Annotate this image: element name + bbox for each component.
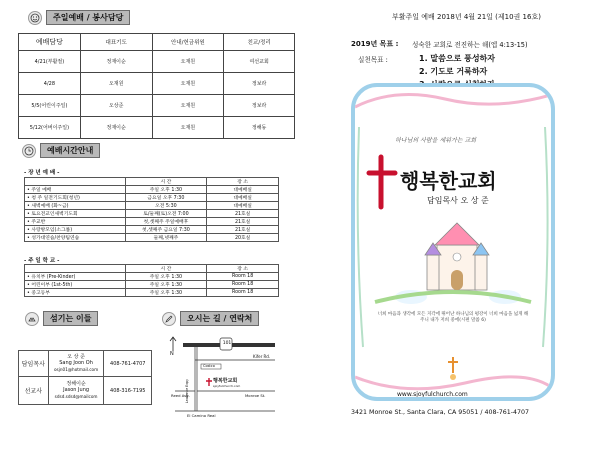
schedule-cell: 첫,셋째주 주일예배후	[125, 218, 207, 226]
church-address: 3421 Monroe St., Santa Clara, CA 95051 / 408-761-4707	[351, 409, 530, 416]
table-row	[19, 117, 295, 139]
schedule-cell: • 토요전교인새벽기도회	[25, 210, 126, 218]
schedule-cell: • 성가대연습/찬양팀연습	[25, 234, 126, 242]
school-schedule-table	[24, 264, 279, 297]
table-row	[19, 73, 295, 95]
year-goal-label: 2019년 목표 :	[351, 40, 399, 48]
server-email[interactable]: osjn01@hotmail.com	[53, 366, 99, 372]
schedule-cell: • 어린이부 (1st-5th)	[25, 281, 126, 289]
server-name-en: Sang Joon Oh	[59, 360, 93, 367]
duty-cell: 오재원	[152, 117, 224, 139]
duty-cell: 정재이순	[80, 51, 152, 73]
map-freeway-label: 101	[222, 341, 232, 346]
adult-service-heading: - 장 년 예 배 -	[24, 170, 60, 176]
schedule-cell: 오전 5:30	[125, 202, 207, 210]
duty-table-header	[19, 34, 295, 51]
goal-item: 2. 기도로 거룩하자	[419, 67, 488, 76]
servers-table	[18, 350, 152, 405]
schedule-col-header: 시 간	[125, 178, 207, 186]
schedule-col-header: 장 소	[207, 265, 279, 273]
server-role: 담임목사	[19, 351, 49, 377]
pencil-icon	[162, 312, 176, 326]
schedule-cell: 주일 오후 1:30	[125, 281, 207, 289]
directions-section-title: 오시는 길 / 연락처	[180, 311, 259, 326]
goal-item: 1. 말씀으로 풍성하자	[419, 54, 495, 63]
duty-col-header: 예배담당	[19, 34, 81, 51]
duty-cell: 정보라	[224, 73, 295, 95]
table-row	[25, 178, 279, 186]
servers-section-title: 섬기는 이들	[43, 311, 98, 326]
schedule-cell: Room 18	[207, 289, 279, 297]
server-name-ko: 정해이순	[66, 380, 86, 387]
schedule-cell: Room 18	[207, 281, 279, 289]
schedule-cell: 21호실	[207, 210, 279, 218]
duty-cell: 4/21(부활절)	[19, 51, 81, 73]
schedule-cell: 21호실	[207, 218, 279, 226]
schedule-cell: 대예배실	[207, 202, 279, 210]
duty-cell: 정보라	[224, 95, 295, 117]
duty-cell: 오재원	[152, 73, 224, 95]
table-row	[25, 210, 279, 218]
duty-cell: 오재원	[152, 51, 224, 73]
hands-icon	[25, 312, 39, 326]
schedule-cell: • 새벽예배 (화~금)	[25, 202, 126, 210]
table-row	[19, 351, 152, 377]
cover-verse: 너희 마음과 생각에 모든 지각에 뛰어난 하나님의 평강이 너희 마음을 넓게 해주니 내가 저희 중에(시편 말씀 6)	[377, 312, 529, 323]
bulletin-date-line: 부활주일 예배 2018년 4월 21일 (제10권 16호)	[392, 13, 541, 21]
server-phone: 408-761-4707	[104, 351, 152, 377]
schedule-section-header	[22, 143, 100, 158]
map-kifer-label: Kifer Rd.	[253, 354, 271, 359]
schedule-cell: 금요일 오후 7:30	[125, 194, 207, 202]
map-monroe-label: Monroe St.	[245, 393, 266, 398]
map-north-label: N	[170, 351, 174, 357]
schedule-cell: • 청 주 일전기도회(청년)	[25, 194, 126, 202]
schedule-col-header	[25, 178, 126, 186]
schedule-cell: 주일 오후 1:30	[125, 273, 207, 281]
schedule-cell: • 유치부 (Pre-Kinder)	[25, 273, 126, 281]
duty-cell: 5/5(어린이주일)	[19, 95, 81, 117]
duty-section-header	[28, 10, 130, 25]
duty-section-title: 주일예배 / 봉사담당	[46, 10, 130, 25]
schedule-col-header: 시 간	[125, 265, 207, 273]
schedule-cell: • 주일 예배	[25, 186, 126, 194]
table-row	[19, 377, 152, 405]
table-row	[25, 186, 279, 194]
duty-col-header: 친교/정리	[224, 34, 295, 51]
server-email[interactable]: sdsd.sdsd@mailcom	[54, 393, 98, 399]
schedule-cell: • 중고등부	[25, 289, 126, 297]
directions-section-header	[162, 311, 259, 326]
schedule-cell: 주일 오후 1:30	[125, 186, 207, 194]
adult-schedule-table	[24, 177, 279, 242]
schedule-cell: 21호실	[207, 226, 279, 234]
server-role: 선교사	[19, 377, 49, 405]
table-row	[25, 234, 279, 242]
duty-cell: 정해동	[224, 117, 295, 139]
schedule-cell: 토/둘째(토)오전 7:00	[125, 210, 207, 218]
duty-col-header: 안내/헌금위원	[152, 34, 224, 51]
schedule-cell: 둘째,넷째주	[125, 234, 207, 242]
table-row	[25, 265, 279, 273]
directions-map	[165, 333, 277, 428]
duty-cell: 정재이순	[80, 117, 152, 139]
server-names	[48, 351, 104, 377]
schedule-section-title: 예배시간안내	[40, 143, 100, 158]
duty-cell: 오상준	[80, 95, 152, 117]
map-costco-label: Costco	[203, 364, 215, 368]
table-row	[25, 194, 279, 202]
table-row	[25, 202, 279, 210]
schedule-cell: 대예배실	[207, 194, 279, 202]
server-name-en: Jason Jung	[63, 387, 90, 394]
table-row	[25, 281, 279, 289]
map-lawrence-label: Lawrence Expy	[185, 379, 189, 404]
schedule-col-header: 장 소	[207, 178, 279, 186]
schedule-cell: Room 18	[207, 273, 279, 281]
year-goal-text: 성숙한 교회로 전진하는 해(엡 4:13-15)	[412, 41, 528, 49]
table-row	[25, 226, 279, 234]
clock-icon	[22, 144, 36, 158]
server-name-ko: 오 상 준	[67, 353, 85, 360]
duty-cell: 4/28	[19, 73, 81, 95]
server-names	[48, 377, 104, 405]
cover-card	[351, 83, 555, 401]
table-row	[25, 273, 279, 281]
table-row	[25, 289, 279, 297]
map-church-sublabel: sjoyfulchurch.com	[213, 384, 241, 388]
sunday-school-heading: - 주 일 학 교 -	[24, 258, 60, 264]
server-phone: 408-316-7195	[104, 377, 152, 405]
map-reed-label: Reed Ave.	[171, 393, 190, 398]
schedule-cell: 대예배실	[207, 186, 279, 194]
cover-church-name: 행복한교회	[400, 169, 497, 193]
schedule-cell: 첫,셋째주 금요일 7:30	[125, 226, 207, 234]
servers-section-header	[25, 311, 98, 326]
map-camino-label: El Camino Real	[187, 413, 216, 418]
duty-cell: 오재원	[152, 95, 224, 117]
duty-table	[18, 33, 295, 139]
schedule-col-header	[25, 265, 126, 273]
map-church-label: 행복한교회	[213, 378, 238, 384]
schedule-cell: • 사랑방모임(소그룹)	[25, 226, 126, 234]
table-row	[19, 95, 295, 117]
table-row	[19, 51, 295, 73]
schedule-cell: 주일 오후 1:30	[125, 289, 207, 297]
cover-pastor: 담임목사 오 상 준	[427, 196, 489, 205]
schedule-cell: 20호실	[207, 234, 279, 242]
duty-cell: 오재원	[80, 73, 152, 95]
cover-tagline: 하나님의 사람을 세워가는 교회	[395, 137, 477, 144]
duty-col-header: 대표기도	[80, 34, 152, 51]
smile-icon	[28, 11, 42, 25]
practice-goal-label: 실천목표 :	[358, 56, 388, 64]
schedule-cell: • 주교반	[25, 218, 126, 226]
duty-cell: 여선교회	[224, 51, 295, 73]
table-row	[25, 218, 279, 226]
cover-website[interactable]: www.sjoyfulchurch.com	[397, 391, 468, 398]
duty-cell: 5/12(어버이주일)	[19, 117, 81, 139]
